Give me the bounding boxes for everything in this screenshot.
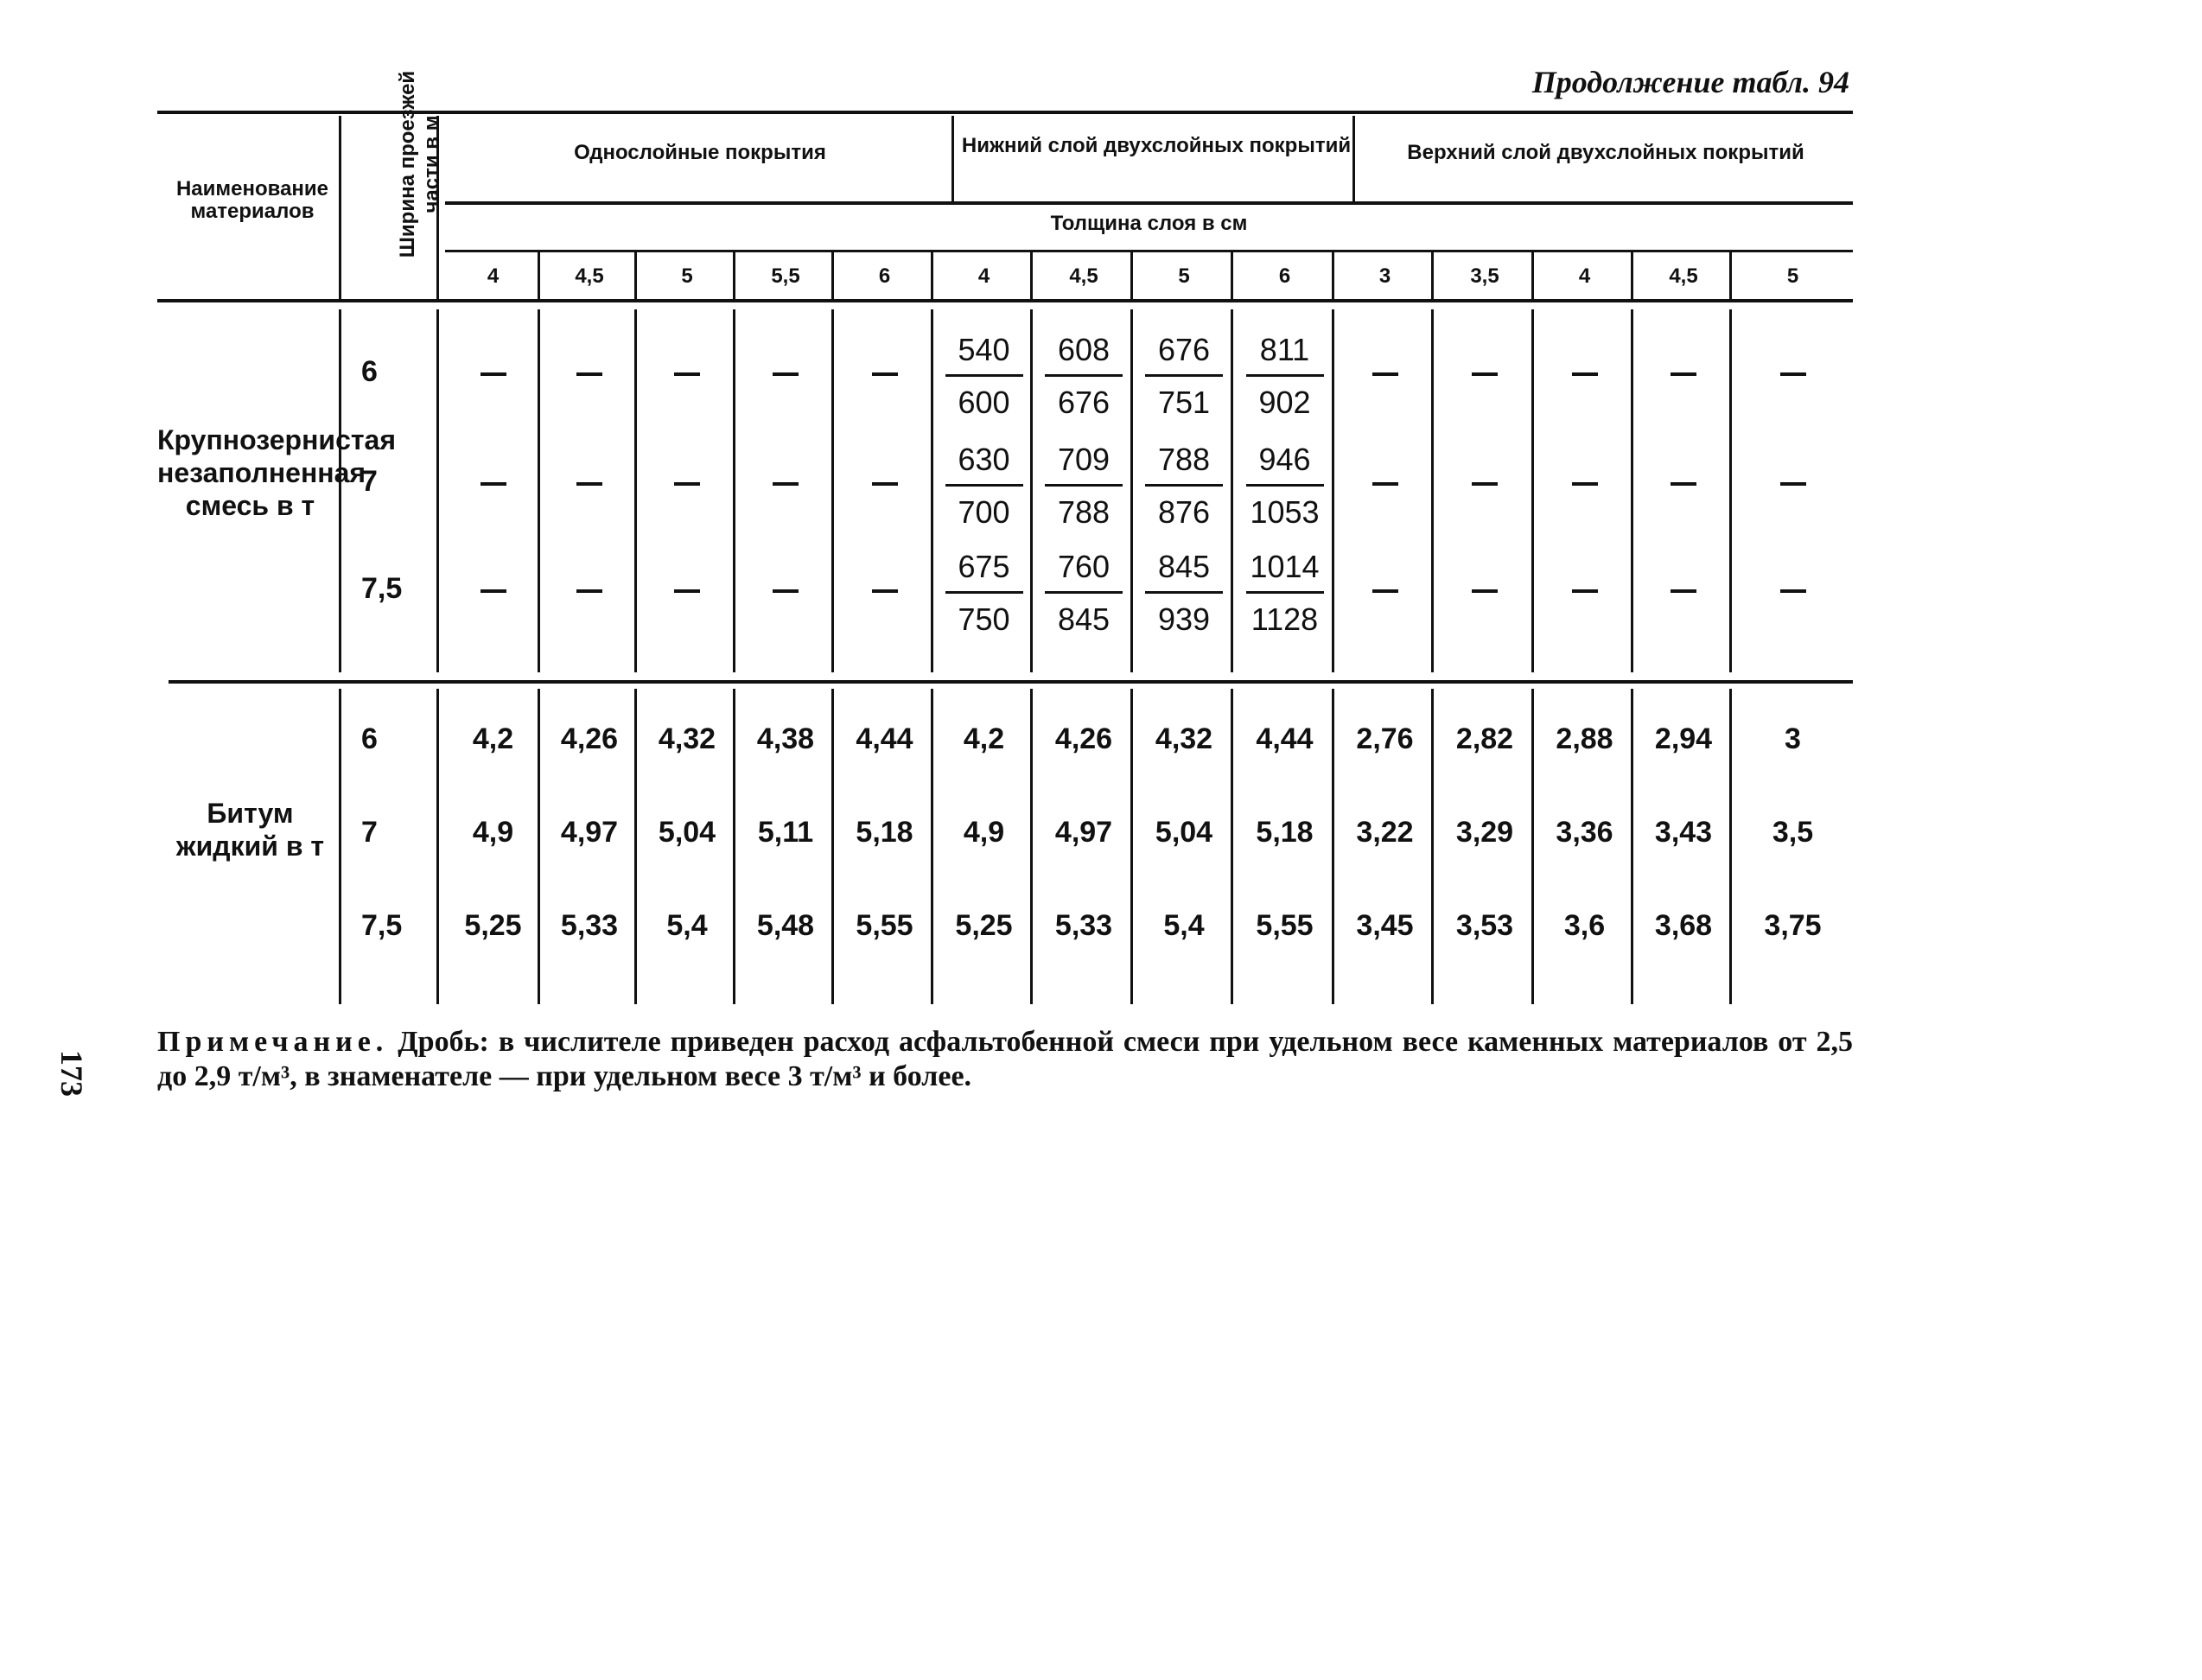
empty-dash	[674, 372, 700, 376]
bitumen-value: 5,18	[856, 816, 913, 849]
body-vrule	[1231, 309, 1233, 672]
body-vrule	[1631, 309, 1633, 672]
bitumen-value: 3,29	[1455, 816, 1514, 849]
bitumen-value: 3,43	[1654, 816, 1713, 849]
fraction-bar	[1045, 591, 1123, 594]
empty-dash	[1372, 589, 1398, 593]
material-col-header: Наименование материалов	[175, 177, 329, 223]
bitumen-value: 3,68	[1654, 909, 1713, 942]
empty-dash	[1472, 589, 1498, 593]
thickness-col-header: 5	[1786, 264, 1799, 288]
fraction-cell	[1145, 442, 1223, 530]
fraction-numerator: 540	[958, 332, 1010, 367]
fraction-denominator: 676	[1057, 385, 1111, 420]
empty-dash	[773, 482, 799, 486]
fraction-denominator: 939	[1157, 601, 1211, 637]
body-vrule	[1130, 309, 1133, 672]
body-vrule	[538, 309, 540, 672]
note-text: Дробь: в числителе приведен расход асфальтобенной смеси при удельном весе каменных материалов от 2,5 до 2,9 т/м³, в знаменателе — при удельном весе 3 т/м³ и более.	[157, 1026, 1854, 1092]
bitumen-value: 5,48	[756, 909, 815, 942]
page-number: 173	[54, 1050, 89, 1097]
bitumen-value: 2,88	[1556, 722, 1613, 755]
group-vrule	[1352, 116, 1355, 202]
empty-dash	[773, 589, 799, 593]
empty-dash	[576, 589, 602, 593]
fraction-bar	[1246, 484, 1324, 487]
body-vrule	[831, 309, 834, 672]
empty-dash	[674, 589, 700, 593]
thickness-col-header: 4,5	[1669, 264, 1698, 288]
body-vrule	[634, 309, 637, 672]
bitumen-value: 4,26	[560, 722, 619, 755]
fraction-bar	[1145, 591, 1223, 594]
bitumen-value: 4,26	[1054, 722, 1113, 755]
empty-dash	[1780, 589, 1806, 593]
bitumen-value: 4,44	[1256, 722, 1314, 755]
header-bottom-rule	[157, 299, 1853, 302]
bitumen-value: 3,6	[1563, 909, 1606, 942]
width-value: 6	[361, 722, 378, 755]
empty-dash	[1372, 372, 1398, 376]
fraction-cell	[1045, 333, 1123, 420]
width-col-header: Ширина проезжей части в м	[396, 70, 443, 258]
empty-dash	[480, 589, 506, 593]
fraction-bar	[1145, 484, 1223, 487]
bitumen-value: 5,55	[1256, 909, 1314, 942]
group-single-layer: Однослойные покрытия	[574, 141, 826, 164]
bitumen-value: 4,32	[1155, 722, 1213, 755]
fraction-denominator: 845	[1057, 601, 1111, 637]
bitumen-value: 3,53	[1455, 909, 1514, 942]
empty-dash	[1472, 372, 1498, 376]
fraction-cell	[1045, 442, 1123, 530]
body-vrule	[436, 689, 439, 1004]
thickness-col-header: 4	[1578, 264, 1591, 288]
fraction-bar	[1045, 374, 1123, 377]
fraction-denominator: 700	[958, 494, 1010, 530]
thickness-col-header: 5	[1178, 264, 1190, 288]
bitumen-value: 5,25	[955, 909, 1013, 942]
fraction-numerator: 811	[1259, 332, 1310, 367]
fraction-numerator: 845	[1157, 549, 1211, 584]
fraction-numerator: 675	[958, 549, 1010, 584]
empty-dash	[1671, 482, 1696, 486]
body-vrule	[1431, 309, 1434, 672]
bitumen-value: 3,5	[1772, 816, 1814, 849]
fraction-cell	[945, 550, 1023, 637]
group-lower-layer: Нижний слой двухслойных покрытий	[961, 134, 1352, 157]
width-value: 7,5	[361, 909, 403, 942]
bitumen-value: 4,38	[756, 722, 815, 755]
fraction-denominator: 750	[958, 601, 1010, 637]
bitumen-value: 2,76	[1356, 722, 1414, 755]
empty-dash	[576, 372, 602, 376]
fraction-cell	[1145, 333, 1223, 420]
bitumen-value: 5,55	[856, 909, 913, 942]
empty-dash	[1671, 372, 1696, 376]
bitumen-value: 3,75	[1764, 909, 1822, 942]
fraction-cell	[945, 333, 1023, 420]
bitumen-value: 5,18	[1256, 816, 1314, 849]
fraction-bar	[1246, 374, 1324, 377]
body-vrule	[436, 309, 439, 672]
fraction-denominator: 788	[1057, 494, 1111, 530]
empty-dash	[674, 482, 700, 486]
note-label: Примечание.	[157, 1026, 389, 1058]
thickness-col-header: 5	[681, 264, 693, 288]
bitumen-value: 4,9	[472, 816, 514, 849]
fraction-cell	[1246, 442, 1324, 530]
fraction-numerator: 946	[1258, 442, 1311, 477]
thickness-col-header: 6	[1278, 264, 1291, 288]
empty-dash	[1372, 482, 1398, 486]
table-note	[157, 1025, 1853, 1094]
empty-dash	[1780, 482, 1806, 486]
empty-dash	[1472, 482, 1498, 486]
bitumen-value: 3,36	[1556, 816, 1613, 849]
body-vrule	[931, 309, 933, 672]
bitumen-value: 5,33	[1054, 909, 1113, 942]
thickness-col-header: 5,5	[771, 264, 800, 288]
thickness-col-header: 4	[977, 264, 990, 288]
bitumen-value: 4,2	[472, 722, 514, 755]
fraction-numerator: 709	[1057, 442, 1111, 477]
material-gravel-mix: Крупнозернистая незаполненная смесь в т	[157, 424, 396, 521]
empty-dash	[872, 372, 898, 376]
fraction-numerator: 1014	[1250, 549, 1320, 584]
empty-dash	[480, 482, 506, 486]
bitumen-value: 5,04	[1155, 816, 1213, 849]
width-value: 7,5	[361, 572, 403, 605]
thickness-label: Толщина слоя в см	[1050, 212, 1248, 235]
fraction-denominator: 902	[1258, 385, 1311, 420]
body-vrule	[1531, 309, 1534, 672]
empty-dash	[1780, 372, 1806, 376]
width-value: 6	[361, 355, 378, 388]
thickness-col-header: 4,5	[575, 264, 604, 288]
empty-dash	[872, 482, 898, 486]
sub-top-rule	[445, 250, 1853, 252]
bitumen-value: 5,25	[464, 909, 522, 942]
fraction-cell	[1145, 550, 1223, 637]
empty-dash	[1572, 372, 1598, 376]
bitumen-value: 5,11	[757, 816, 814, 849]
bitumen-value: 3,22	[1356, 816, 1414, 849]
fraction-cell	[945, 442, 1023, 530]
bitumen-value: 2,94	[1654, 722, 1713, 755]
fraction-bar	[945, 374, 1023, 377]
empty-dash	[872, 589, 898, 593]
thickness-col-header: 6	[878, 264, 891, 288]
bitumen-value: 5,33	[560, 909, 619, 942]
bitumen-value: 5,04	[658, 816, 716, 849]
thickness-col-header: 4,5	[1069, 264, 1098, 288]
empty-dash	[480, 372, 506, 376]
thickness-col-header: 4	[487, 264, 500, 288]
thickness-top-rule	[445, 201, 1853, 205]
width-value: 7	[361, 465, 378, 498]
section-separator-rule	[169, 680, 1853, 684]
fraction-cell	[1246, 550, 1324, 637]
fraction-numerator: 608	[1057, 332, 1111, 367]
fraction-cell	[1246, 333, 1324, 420]
bitumen-value: 3,45	[1356, 909, 1414, 942]
bitumen-value: 4,44	[856, 722, 913, 755]
bitumen-value: 4,97	[1054, 816, 1113, 849]
bitumen-value: 4,2	[963, 722, 1005, 755]
body-vrule	[1729, 309, 1732, 672]
fraction-numerator: 676	[1157, 332, 1211, 367]
fraction-bar	[945, 484, 1023, 487]
fraction-denominator: 600	[958, 385, 1010, 420]
fraction-denominator: 1053	[1250, 494, 1320, 530]
bitumen-value: 2,82	[1455, 722, 1514, 755]
continuation-title: Продолжение табл. 94	[1531, 65, 1849, 99]
body-vrule	[1030, 309, 1033, 672]
fraction-cell	[1045, 550, 1123, 637]
body-vrule	[1332, 309, 1334, 672]
body-vrule	[733, 309, 735, 672]
bitumen-value: 4,32	[658, 722, 716, 755]
fraction-denominator: 1128	[1251, 601, 1319, 637]
thickness-col-header: 3,5	[1470, 264, 1499, 288]
fraction-bar	[1246, 591, 1324, 594]
empty-dash	[773, 372, 799, 376]
bitumen-value: 4,9	[963, 816, 1005, 849]
material-bitumen: Битум жидкий в т	[175, 798, 325, 862]
bitumen-value: 5,4	[666, 909, 708, 942]
empty-dash	[1572, 589, 1598, 593]
group-upper-layer: Верхний слой двухслойных покрытий	[1407, 141, 1804, 164]
width-value: 7	[361, 816, 378, 849]
fraction-numerator: 788	[1157, 442, 1211, 477]
bitumen-value: 5,4	[1163, 909, 1205, 942]
fraction-denominator: 751	[1157, 385, 1211, 420]
empty-dash	[576, 482, 602, 486]
fraction-numerator: 630	[958, 442, 1010, 477]
fraction-bar	[945, 591, 1023, 594]
bitumen-value: 4,97	[560, 816, 619, 849]
fraction-denominator: 876	[1157, 494, 1211, 530]
fraction-numerator: 760	[1057, 549, 1111, 584]
empty-dash	[1572, 482, 1598, 486]
fraction-bar	[1045, 484, 1123, 487]
thickness-col-header: 3	[1378, 264, 1391, 288]
bitumen-value: 3	[1785, 722, 1801, 755]
fraction-bar	[1145, 374, 1223, 377]
empty-dash	[1671, 589, 1696, 593]
